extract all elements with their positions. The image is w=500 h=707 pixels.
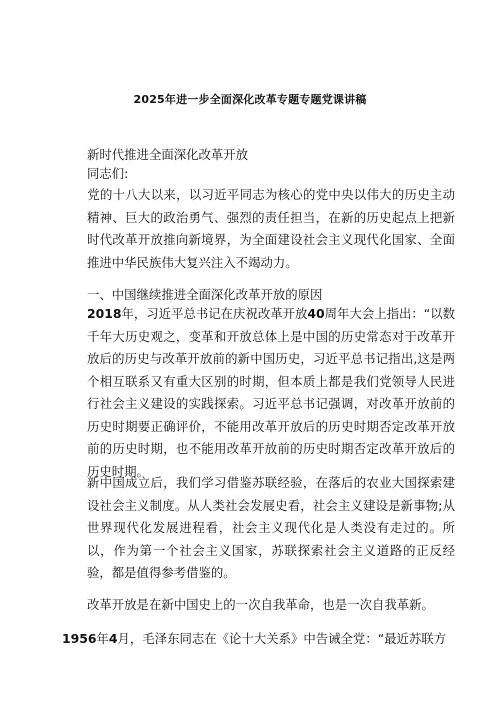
paragraph-2018-speech: [87, 303, 455, 483]
document-title: 2025年进一步全面深化改革专题专题党课讲稿: [133, 93, 367, 106]
number-40: 40: [307, 306, 325, 321]
paragraph-intro: [87, 184, 455, 274]
paragraph-reform-revolution: 改革开放是在新中国史上的一次自我革命，也是一次自我革新。: [87, 597, 434, 612]
paragraph-1956-text-b: 月，毛泽东同志在《论十大关系》中告诫全党：“最近苏联方: [117, 631, 447, 646]
year-1956: 1956: [62, 631, 97, 646]
paragraph-intro-text: 党的十八大以来，以习近平同志为核心的党中央以伟大的历史主动精神、巨大的政治勇气、强烈的责任担当，在新的历史起点上把新时代改革开放推向新境界，为全面建设社会主义现代化国家、全面推进中华民族伟大复兴注入不竭动力。: [87, 187, 455, 270]
paragraph-2018-text-b: 周年大会上指出：“以数千年大历史观之，变革和开放总体上是中国的历史常态对于改革开放后的历史与改革开放前的新中国历史，习近平总书记指出,这是两个相互联系又有重大区别的时期，但本质上都是我们党领导人民进行社会主义建设的实践探索。习近平总书记强调，对改革开放前的历史时期要正确评价，不能用改革开放后的历史时期否定改革开放前的历史时期，也不能用改革开放前的历史时期否定改革开放后的历史时期。: [87, 306, 456, 479]
year-2018: 2018: [87, 306, 122, 321]
paragraph-1956-text-a: 年: [96, 631, 109, 646]
month-4: 4: [108, 631, 118, 646]
section-heading: 一、中国继续推进全面深化改革开放的原因: [87, 287, 323, 302]
paragraph-2018-text-a: 年，习近平总书记在庆祝改革开放: [121, 306, 308, 321]
paragraph-new-china: 新中国成立后，我们学习借鉴苏联经验，在落后的农业大国探索建设社会主义制度。从人类社会发展史看，社会主义建设是新事物;从世界现代化发展进程看，社会主义现代化是人类没有走过的。所以，作为第一个社会主义国家，苏联探索社会主义道路的正反经验，都是值得参考借鉴的。: [87, 475, 455, 580]
document-subtitle: 新时代推进全面深化改革开放: [87, 147, 249, 162]
salutation: 同志们:: [87, 166, 129, 181]
paragraph-1956: [62, 628, 455, 651]
